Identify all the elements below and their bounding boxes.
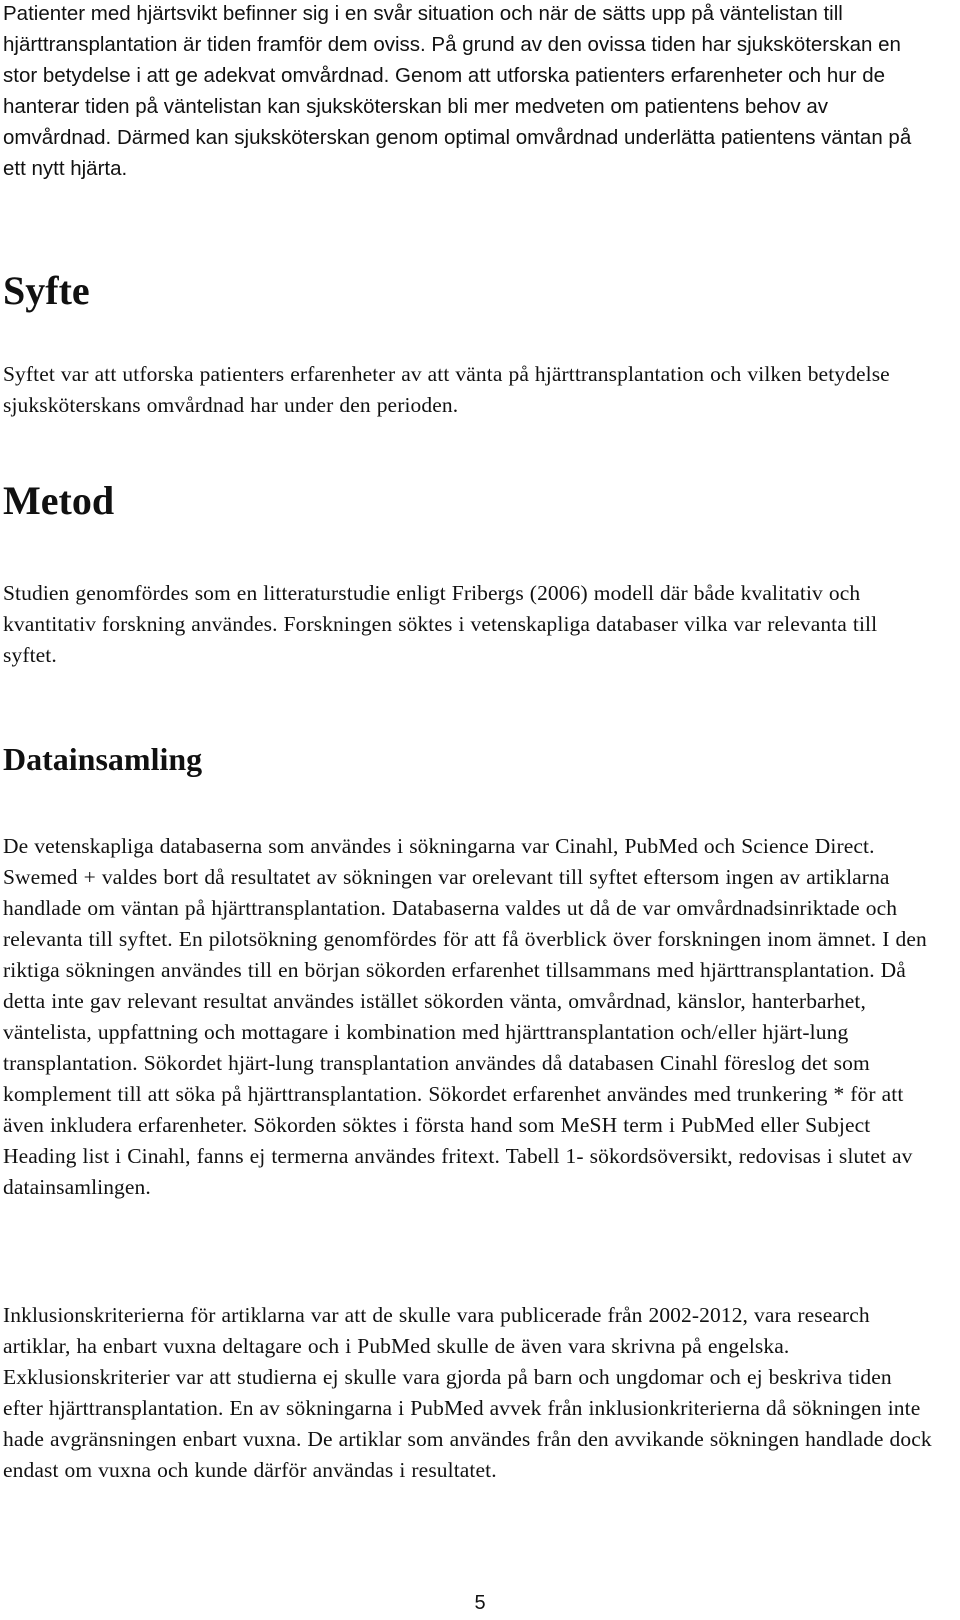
intro-paragraph: Patienter med hjärtsvikt befinner sig i en svår situation och när de sätts upp på väntelistan till hjärttransplantation är tiden framför dem oviss. På grund av den ovissa tiden har sjuksköterskan en stor betydelse i att ge adekvat omvårdnad. Genom att utforska patienters erfarenheter och hur de hanterar tiden på väntelistan kan sjuksköterskan bli mer medveten om patientens behov av omvårdnad. Därmed kan sjuksköterskan genom optimal omvårdnad underlätta patientens väntan på ett nytt hjärta. [3, 2, 912, 180]
datainsamling-paragraph-2: Inklusionskriterierna för artiklarna var att de skulle vara publicerade från 2002-2012, vara research artiklar, ha enbart vuxna deltagare och i PubMed skulle de även vara skrivna på engelska. Exklusionskriterier var att studierna ej skulle vara gjorda på barn och ungdomar och ej beskriva tiden efter hjärttransplantation. En av sökningarna i PubMed avvek från inklusionkriterierna då sökningen inte hade avgränsningen enbart vuxna. De artiklar som användes från den avvikande sökningen handlade dock endast om vuxna och kunde därför användas i resultatet. [3, 1303, 932, 1482]
heading-datainsamling: Datainsamling [3, 741, 203, 777]
page-number: 5 [474, 1592, 486, 1614]
syfte-paragraph: Syftet var att utforska patienters erfarenheter av att vänta på hjärttransplantation och vilken betydelse sjuksköterskans omvårdnad har under den perioden. [3, 362, 890, 417]
heading-metod: Metod [3, 478, 115, 523]
datainsamling-paragraph-1: De vetenskapliga databaserna som användes i sökningarna var Cinahl, PubMed och Science Direct. Swemed + valdes bort då resultatet av sökningen var orelevant till syftet eftersom ingen av artiklarna handlade om väntan på hjärttransplantation. Databaserna valdes ut då de var omvårdnadsinriktade och relevanta till syftet. En pilotsökning genomfördes för att få överblick över forskningen inom ämnet. I den riktiga sökningen användes till en början sökorden erfarenhet tillsammans med hjärttransplantation. Då detta inte gav relevant resultat användes istället sökorden vänta, omvårdnad, känslor, hanterbarhet, väntelista, uppfattning och mottagare i kombination med hjärttransplantation och/eller hjärt-lung transplantation. Sökordet hjärt-lung transplantation användes då databasen Cinahl föreslog det som komplement till att söka på hjärttransplantation. Sökordet erfarenhet användes med trunkering * för att även inkludera erfarenheter. Sökorden söktes i första hand som MeSH term i PubMed eller Subject Heading list i Cinahl, fanns ej termerna användes fritext. Tabell 1- sökordsöversikt, redovisas i slutet av datainsamlingen. [3, 834, 927, 1199]
metod-paragraph: Studien genomfördes som en litteraturstudie enligt Fribergs (2006) modell där både kvalitativ och kvantitativ forskning användes. Forskningen söktes i vetenskapliga databaser vilka var relevanta till syftet. [3, 581, 878, 667]
heading-syfte: Syfte [3, 268, 90, 313]
